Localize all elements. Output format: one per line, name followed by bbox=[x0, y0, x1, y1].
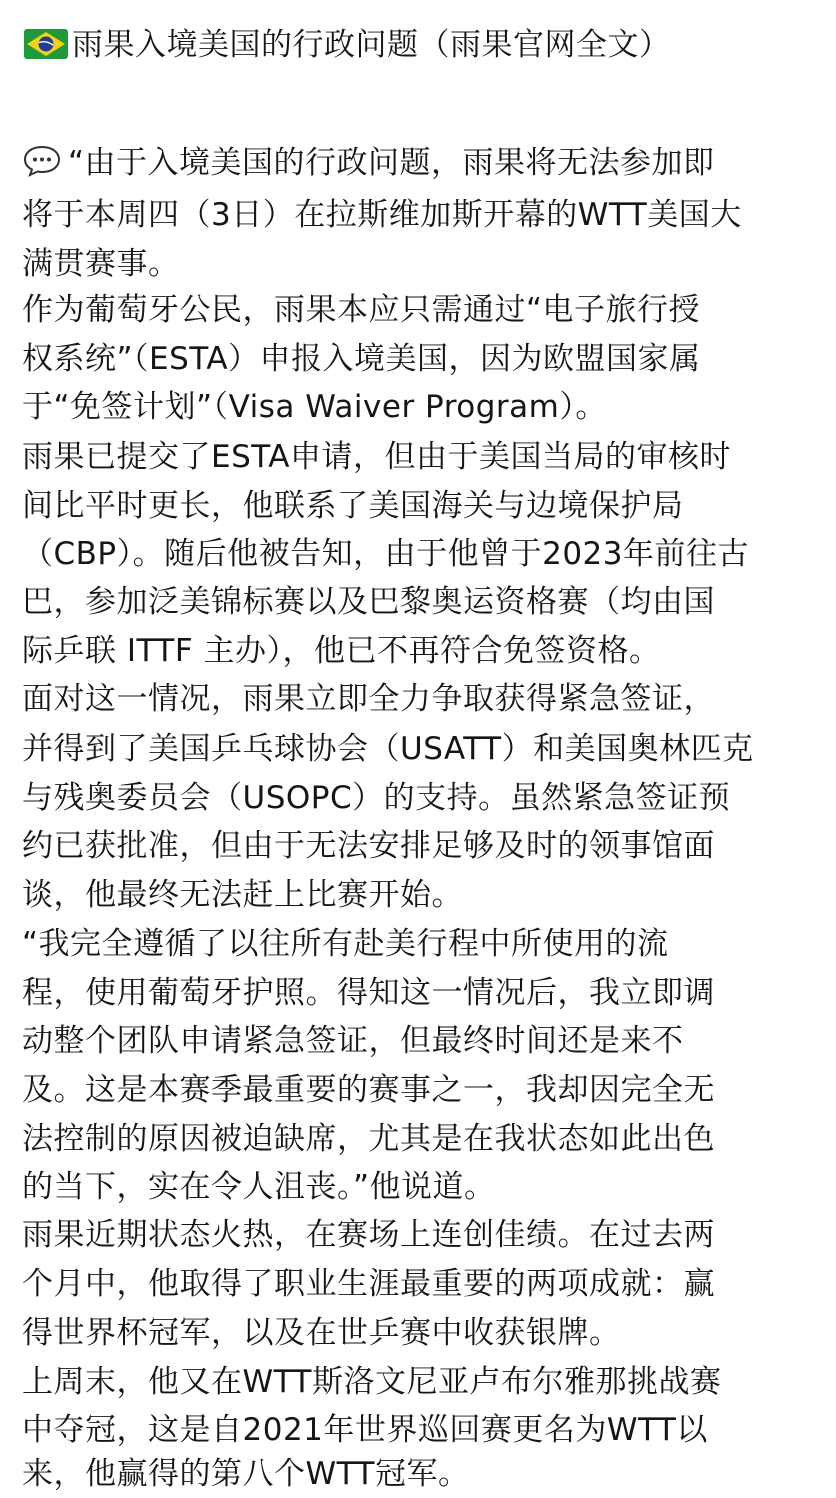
body-line: 中夺冠，这是自2021年世界巡回赛更名为WTT以 bbox=[22, 1412, 708, 1448]
article-title-text: 雨果入境美国的行政问题（雨果官网全文） bbox=[72, 27, 671, 63]
body-line: 雨果近期状态火热，在赛场上连创佳绩。在过去两 bbox=[22, 1217, 715, 1253]
speech-bubble-icon bbox=[22, 144, 62, 178]
body-line: 巴，参加泛美锦标赛以及巴黎奥运资格赛（均由国 bbox=[22, 584, 715, 620]
body-line: 际乒联 ITTF 主办），他已不再符合免签资格。 bbox=[22, 633, 661, 669]
body-line: 权系统”（ESTA）申报入境美国，因为欧盟国家属 bbox=[22, 341, 701, 377]
body-line: 与残奥委员会（USOPC）的支持。虽然紧急签证预 bbox=[22, 780, 731, 816]
body-line: 得世界杯冠军，以及在世乒赛中收获银牌。 bbox=[22, 1315, 621, 1351]
body-line: 于“免签计划”（Visa Waiver Program）。 bbox=[22, 389, 607, 425]
body-line: 个月中，他取得了职业生涯最重要的两项成就：赢 bbox=[22, 1266, 715, 1302]
body-line bbox=[22, 139, 715, 187]
body-line: 动整个团队申请紧急签证，但最终时间还是来不 bbox=[22, 1023, 684, 1059]
body-line: 及。这是本赛季最重要的赛事之一，我却因完全无 bbox=[22, 1072, 715, 1108]
body-line: “我完全遵循了以往所有赴美行程中所使用的流 bbox=[22, 926, 669, 962]
body-line: 间比平时更长，他联系了美国海关与边境保护局 bbox=[22, 488, 684, 524]
brazil-flag-icon bbox=[24, 29, 68, 59]
body-line: 将于本周四（3日）在拉斯维加斯开幕的WTT美国大 bbox=[22, 197, 742, 233]
article-title bbox=[24, 20, 814, 70]
body-line: 并得到了美国乒乓球协会（USATT）和美国奥林匹克 bbox=[22, 731, 754, 767]
body-line: 作为葡萄牙公民，雨果本应只需通过“电子旅行授 bbox=[22, 292, 701, 328]
body-line: 满贯赛事。 bbox=[22, 246, 180, 282]
body-line: 面对这一情况，雨果立即全力争取获得紧急签证， bbox=[22, 681, 715, 717]
body-line: 法控制的原因被迫缺席，尤其是在我状态如此出色 bbox=[22, 1121, 715, 1157]
body-line: 来，他赢得的第八个WTT冠军。 bbox=[22, 1456, 470, 1492]
body-line: 上周末，他又在WTT斯洛文尼亚卢布尔雅那挑战赛 bbox=[22, 1364, 722, 1400]
body-line-text: “由于入境美国的行政问题，雨果将无法参加即 bbox=[68, 145, 715, 181]
body-line: 谈，他最终无法赶上比赛开始。 bbox=[22, 877, 463, 913]
body-line: 程，使用葡萄牙护照。得知这一情况后，我立即调 bbox=[22, 975, 715, 1011]
body-line: （CBP）。随后他被告知，由于他曾于2023年前往古 bbox=[22, 536, 749, 572]
body-line: 雨果已提交了ESTA申请，但由于美国当局的审核时 bbox=[22, 439, 731, 475]
body-line: 约已获批准，但由于无法安排足够及时的领事馆面 bbox=[22, 828, 715, 864]
body-line: 的当下，实在令人沮丧。”他说道。 bbox=[22, 1169, 496, 1205]
